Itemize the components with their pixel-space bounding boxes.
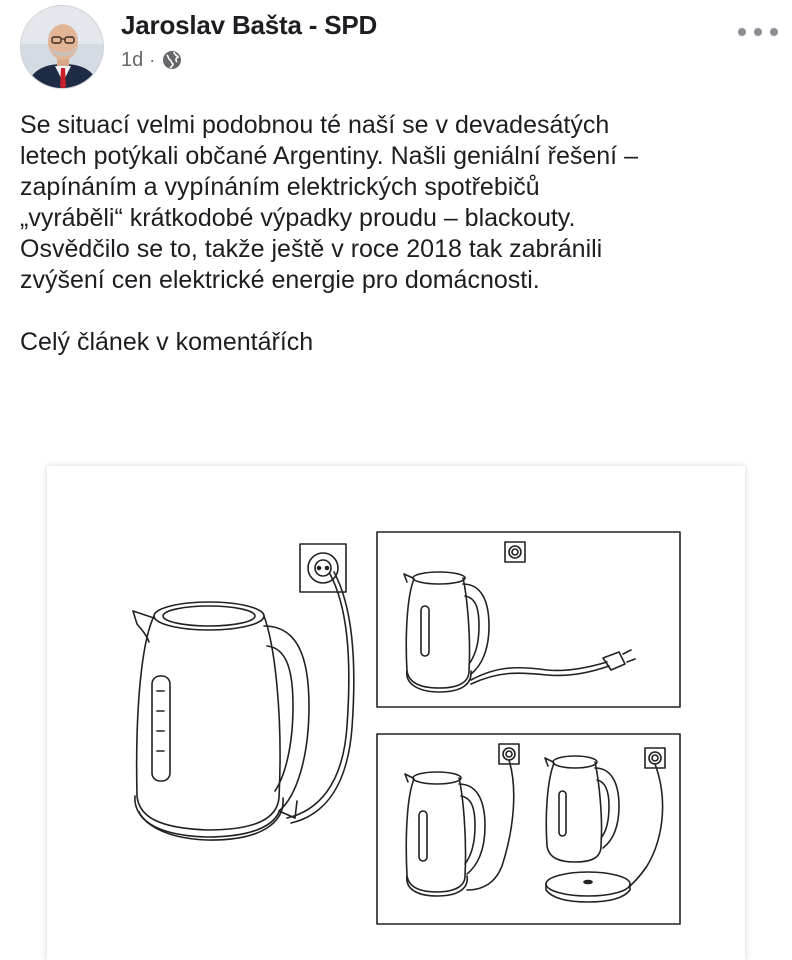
panel-plugged xyxy=(377,734,680,924)
post-meta xyxy=(121,47,183,73)
post-body xyxy=(20,110,780,358)
more-dot xyxy=(770,28,778,36)
post-line: zapínáním a vypínáním elektrických spotřebičů xyxy=(20,173,540,201)
post-time[interactable]: 1d xyxy=(121,48,144,71)
more-options-icon[interactable] xyxy=(738,20,778,44)
globe-icon[interactable] xyxy=(161,49,183,71)
avatar-photo xyxy=(21,6,104,89)
author-avatar[interactable] xyxy=(20,5,104,89)
post-header xyxy=(0,0,792,100)
kettle-illustration xyxy=(47,466,745,960)
more-dot xyxy=(738,28,746,36)
author-name[interactable]: Jaroslav Bašta - SPD xyxy=(121,10,378,40)
post-line: Se situací velmi podobnou té naší se v devadesátých xyxy=(20,111,610,139)
large-kettle-drawing xyxy=(133,544,354,840)
post-line: zvýšení cen elektrické energie pro domácnosti. xyxy=(20,266,540,294)
post-line: „vyráběli“ krátkodobé výpadky proudu – blackouty. xyxy=(20,204,576,232)
post-footer-line: Celý článek v komentářích xyxy=(20,328,314,356)
meta-separator: · xyxy=(149,49,156,70)
paragraph-gap xyxy=(20,296,780,327)
post-image[interactable] xyxy=(47,466,745,960)
more-dot xyxy=(754,28,762,36)
post-line: letech potýkali občané Argentiny. Našli geniální řešení – xyxy=(20,142,638,170)
panel-unplugged xyxy=(377,532,680,707)
post-line: Osvědčilo se to, takže ještě v roce 2018 tak zabránili xyxy=(20,235,603,263)
